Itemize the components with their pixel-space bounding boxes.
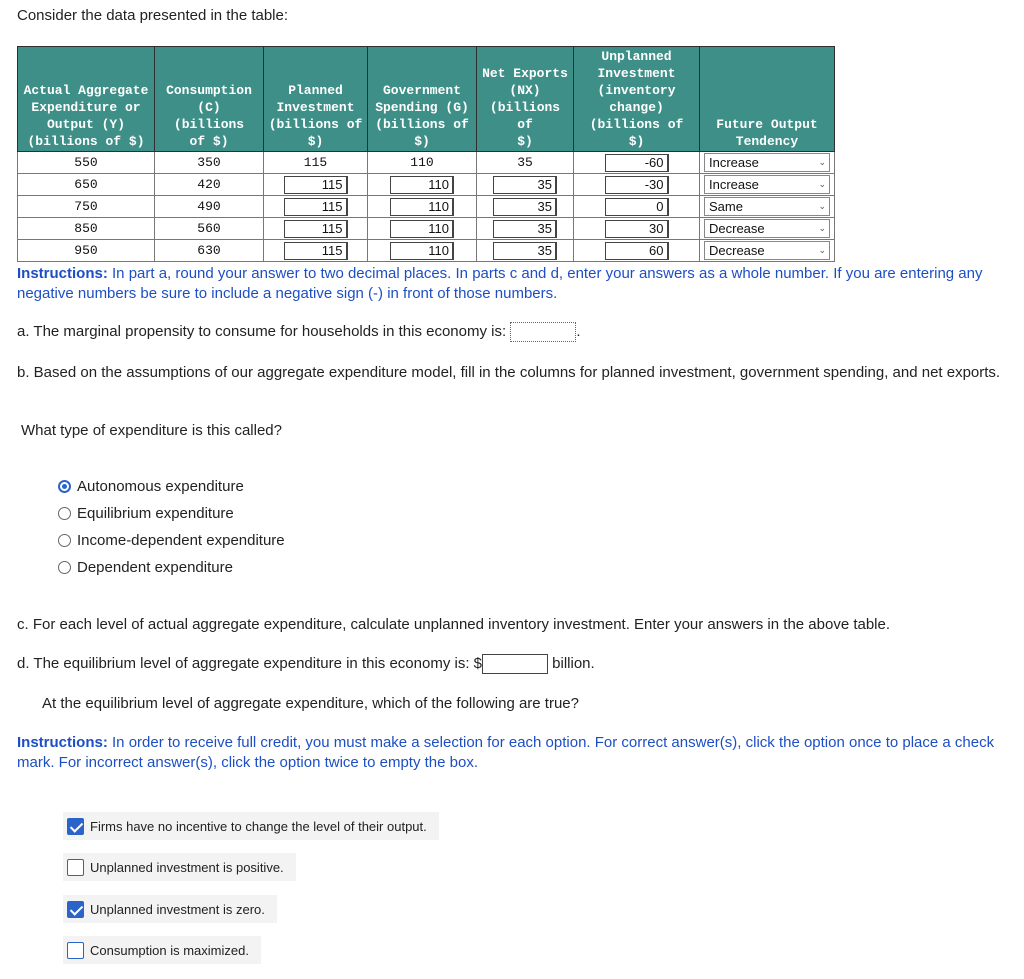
consumption-value: 560 [155, 218, 264, 240]
col-header-government-spending: Government Spending (G) (billions of $) [368, 47, 477, 152]
selected-option: Decrease [709, 243, 765, 258]
net-exports-cell [477, 218, 574, 240]
mpc-input[interactable] [510, 322, 576, 342]
part-b-text: b. Based on the assumptions of our aggregate expenditure model, fill in the columns for planned investment, government spending, and net exports. [17, 364, 1001, 381]
net-exports-cell [477, 196, 574, 218]
checklist-option[interactable] [63, 812, 439, 840]
future-output-tendency-cell [700, 218, 835, 240]
part-d-suffix: billion. [552, 655, 595, 672]
future-output-tendency-cell [700, 174, 835, 196]
output-value: 850 [18, 218, 155, 240]
radio-label: Equilibrium expenditure [77, 505, 234, 522]
output-value: 750 [18, 196, 155, 218]
instructions-text: In order to receive full credit, you must make a selection for each option. For correct answer(s), click the option once to place a check mark. For incorrect answer(s), click the option twice to empty the box. [17, 734, 995, 771]
net-exports-cell [477, 174, 574, 196]
expenditure-table [17, 46, 835, 262]
radio-empty-icon[interactable] [58, 534, 71, 547]
radio-option[interactable] [58, 554, 285, 581]
government-spending-input[interactable]: 110 [390, 176, 454, 194]
net-exports-input[interactable]: 35 [493, 242, 557, 260]
planned-investment-input[interactable]: 115 [284, 220, 348, 238]
radio-label: Income-dependent expenditure [77, 532, 285, 549]
unplanned-investment-cell [574, 196, 700, 218]
part-c-text: c. For each level of actual aggregate expenditure, calculate unplanned inventory investment. Enter your answers in the above table. [17, 616, 891, 633]
radio-label: Dependent expenditure [77, 559, 233, 576]
checklist-label: Unplanned investment is zero. [90, 901, 265, 917]
part-d-text: d. The equilibrium level of aggregate expenditure in this economy is: $ [17, 655, 482, 672]
checklist-label: Unplanned investment is positive. [90, 859, 284, 875]
government-spending-cell: 110 [368, 152, 477, 174]
radio-selected-icon[interactable] [58, 480, 71, 493]
instructions-label: Instructions: [17, 734, 108, 751]
government-spending-cell [368, 240, 477, 262]
table-row [18, 218, 835, 240]
table-row [18, 174, 835, 196]
output-value: 550 [18, 152, 155, 174]
checklist-label: Consumption is maximized. [90, 942, 249, 958]
checklist-option[interactable] [63, 936, 261, 964]
radio-empty-icon[interactable] [58, 561, 71, 574]
planned-investment-cell [264, 240, 368, 262]
consumption-value: 630 [155, 240, 264, 262]
part-a-question [17, 322, 581, 342]
col-header-net-exports: Net Exports (NX) (billions of $) [477, 47, 574, 152]
col-header-unplanned-investment: Unplanned Investment (inventory change) (billions of $) [574, 47, 700, 152]
col-header-consumption: Consumption (C) (billions of $) [155, 47, 264, 152]
future-output-tendency-cell [700, 152, 835, 174]
radio-label: Autonomous expenditure [77, 478, 244, 495]
net-exports-cell: 35 [477, 152, 574, 174]
unplanned-investment-input[interactable]: -60 [605, 154, 669, 172]
radio-option[interactable] [58, 527, 285, 554]
selected-option: Same [709, 199, 743, 214]
unplanned-investment-input[interactable]: 30 [605, 220, 669, 238]
instructions-text: In part a, round your answer to two decimal places. In parts c and d, enter your answers as a whole number. If you are entering any negative numbers be sure to include a negative sign (-) in front of those numbers. [17, 265, 983, 302]
instructions-part-d [17, 733, 1007, 773]
col-header-future-output-tendency: Future Output Tendency [700, 47, 835, 152]
output-value: 950 [18, 240, 155, 262]
planned-investment-input[interactable]: 115 [284, 198, 348, 216]
planned-investment-cell [264, 174, 368, 196]
selected-option: Increase [709, 177, 759, 192]
checklist-option[interactable] [63, 895, 277, 923]
government-spending-input[interactable]: 110 [390, 198, 454, 216]
consumption-value: 350 [155, 152, 264, 174]
future-output-tendency-select[interactable] [704, 175, 830, 194]
selected-option: Decrease [709, 221, 765, 236]
checkbox-checked-icon[interactable] [67, 818, 84, 835]
planned-investment-cell [264, 218, 368, 240]
government-spending-cell [368, 174, 477, 196]
future-output-tendency-select[interactable] [704, 153, 830, 172]
table-row [18, 240, 835, 262]
intro-text: Consider the data presented in the table: [17, 7, 289, 24]
checkbox-empty-icon[interactable] [67, 942, 84, 959]
checklist-label: Firms have no incentive to change the level of their output. [90, 818, 427, 834]
unplanned-investment-input[interactable]: 60 [605, 242, 669, 260]
future-output-tendency-select[interactable] [704, 219, 830, 238]
net-exports-cell [477, 240, 574, 262]
table-row [18, 196, 835, 218]
chevron-down-icon: ⌄ [818, 223, 826, 233]
planned-investment-input[interactable]: 115 [284, 176, 348, 194]
col-header-output: Actual Aggregate Expenditure or Output (Y) (billions of $) [18, 47, 155, 152]
chevron-down-icon: ⌄ [818, 179, 826, 189]
output-value: 650 [18, 174, 155, 196]
unplanned-investment-input[interactable]: -30 [605, 176, 669, 194]
future-output-tendency-select[interactable] [704, 197, 830, 216]
col-header-planned-investment: Planned Investment (billions of $) [264, 47, 368, 152]
chevron-down-icon: ⌄ [818, 245, 826, 255]
consumption-value: 490 [155, 196, 264, 218]
unplanned-investment-cell [574, 218, 700, 240]
net-exports-input[interactable]: 35 [493, 176, 557, 194]
unplanned-investment-input[interactable]: 0 [605, 198, 669, 216]
part-b-question: What type of expenditure is this called? [21, 422, 282, 439]
government-spending-input[interactable]: 110 [390, 242, 454, 260]
future-output-tendency-select[interactable] [704, 241, 830, 260]
chevron-down-icon: ⌄ [818, 201, 826, 211]
net-exports-input[interactable]: 35 [493, 220, 557, 238]
radio-option[interactable] [58, 500, 285, 527]
instructions-label: Instructions: [17, 265, 108, 282]
planned-investment-cell [264, 196, 368, 218]
unplanned-investment-cell [574, 240, 700, 262]
table-header-row [18, 47, 835, 152]
planned-investment-input[interactable]: 115 [284, 242, 348, 260]
radio-option[interactable] [58, 473, 285, 500]
part-a-suffix: . [576, 323, 581, 340]
radio-empty-icon[interactable] [58, 507, 71, 520]
checkbox-empty-icon[interactable] [67, 859, 84, 876]
net-exports-input[interactable]: 35 [493, 198, 557, 216]
future-output-tendency-cell [700, 240, 835, 262]
table-row [18, 152, 835, 174]
expenditure-type-radio-group [58, 473, 285, 581]
unplanned-investment-cell [574, 152, 700, 174]
future-output-tendency-cell [700, 196, 835, 218]
government-spending-cell [368, 218, 477, 240]
part-d-followup: At the equilibrium level of aggregate expenditure, which of the following are true? [42, 695, 579, 712]
part-d-question [17, 654, 595, 674]
selected-option: Increase [709, 155, 759, 170]
chevron-down-icon: ⌄ [818, 157, 826, 167]
instructions-part-a [17, 264, 1007, 304]
part-a-text: a. The marginal propensity to consume for households in this economy is: [17, 323, 507, 340]
checkbox-checked-icon[interactable] [67, 901, 84, 918]
equilibrium-input[interactable] [482, 654, 548, 674]
government-spending-cell [368, 196, 477, 218]
consumption-value: 420 [155, 174, 264, 196]
unplanned-investment-cell [574, 174, 700, 196]
checklist-option[interactable] [63, 853, 296, 881]
planned-investment-cell: 115 [264, 152, 368, 174]
government-spending-input[interactable]: 110 [390, 220, 454, 238]
